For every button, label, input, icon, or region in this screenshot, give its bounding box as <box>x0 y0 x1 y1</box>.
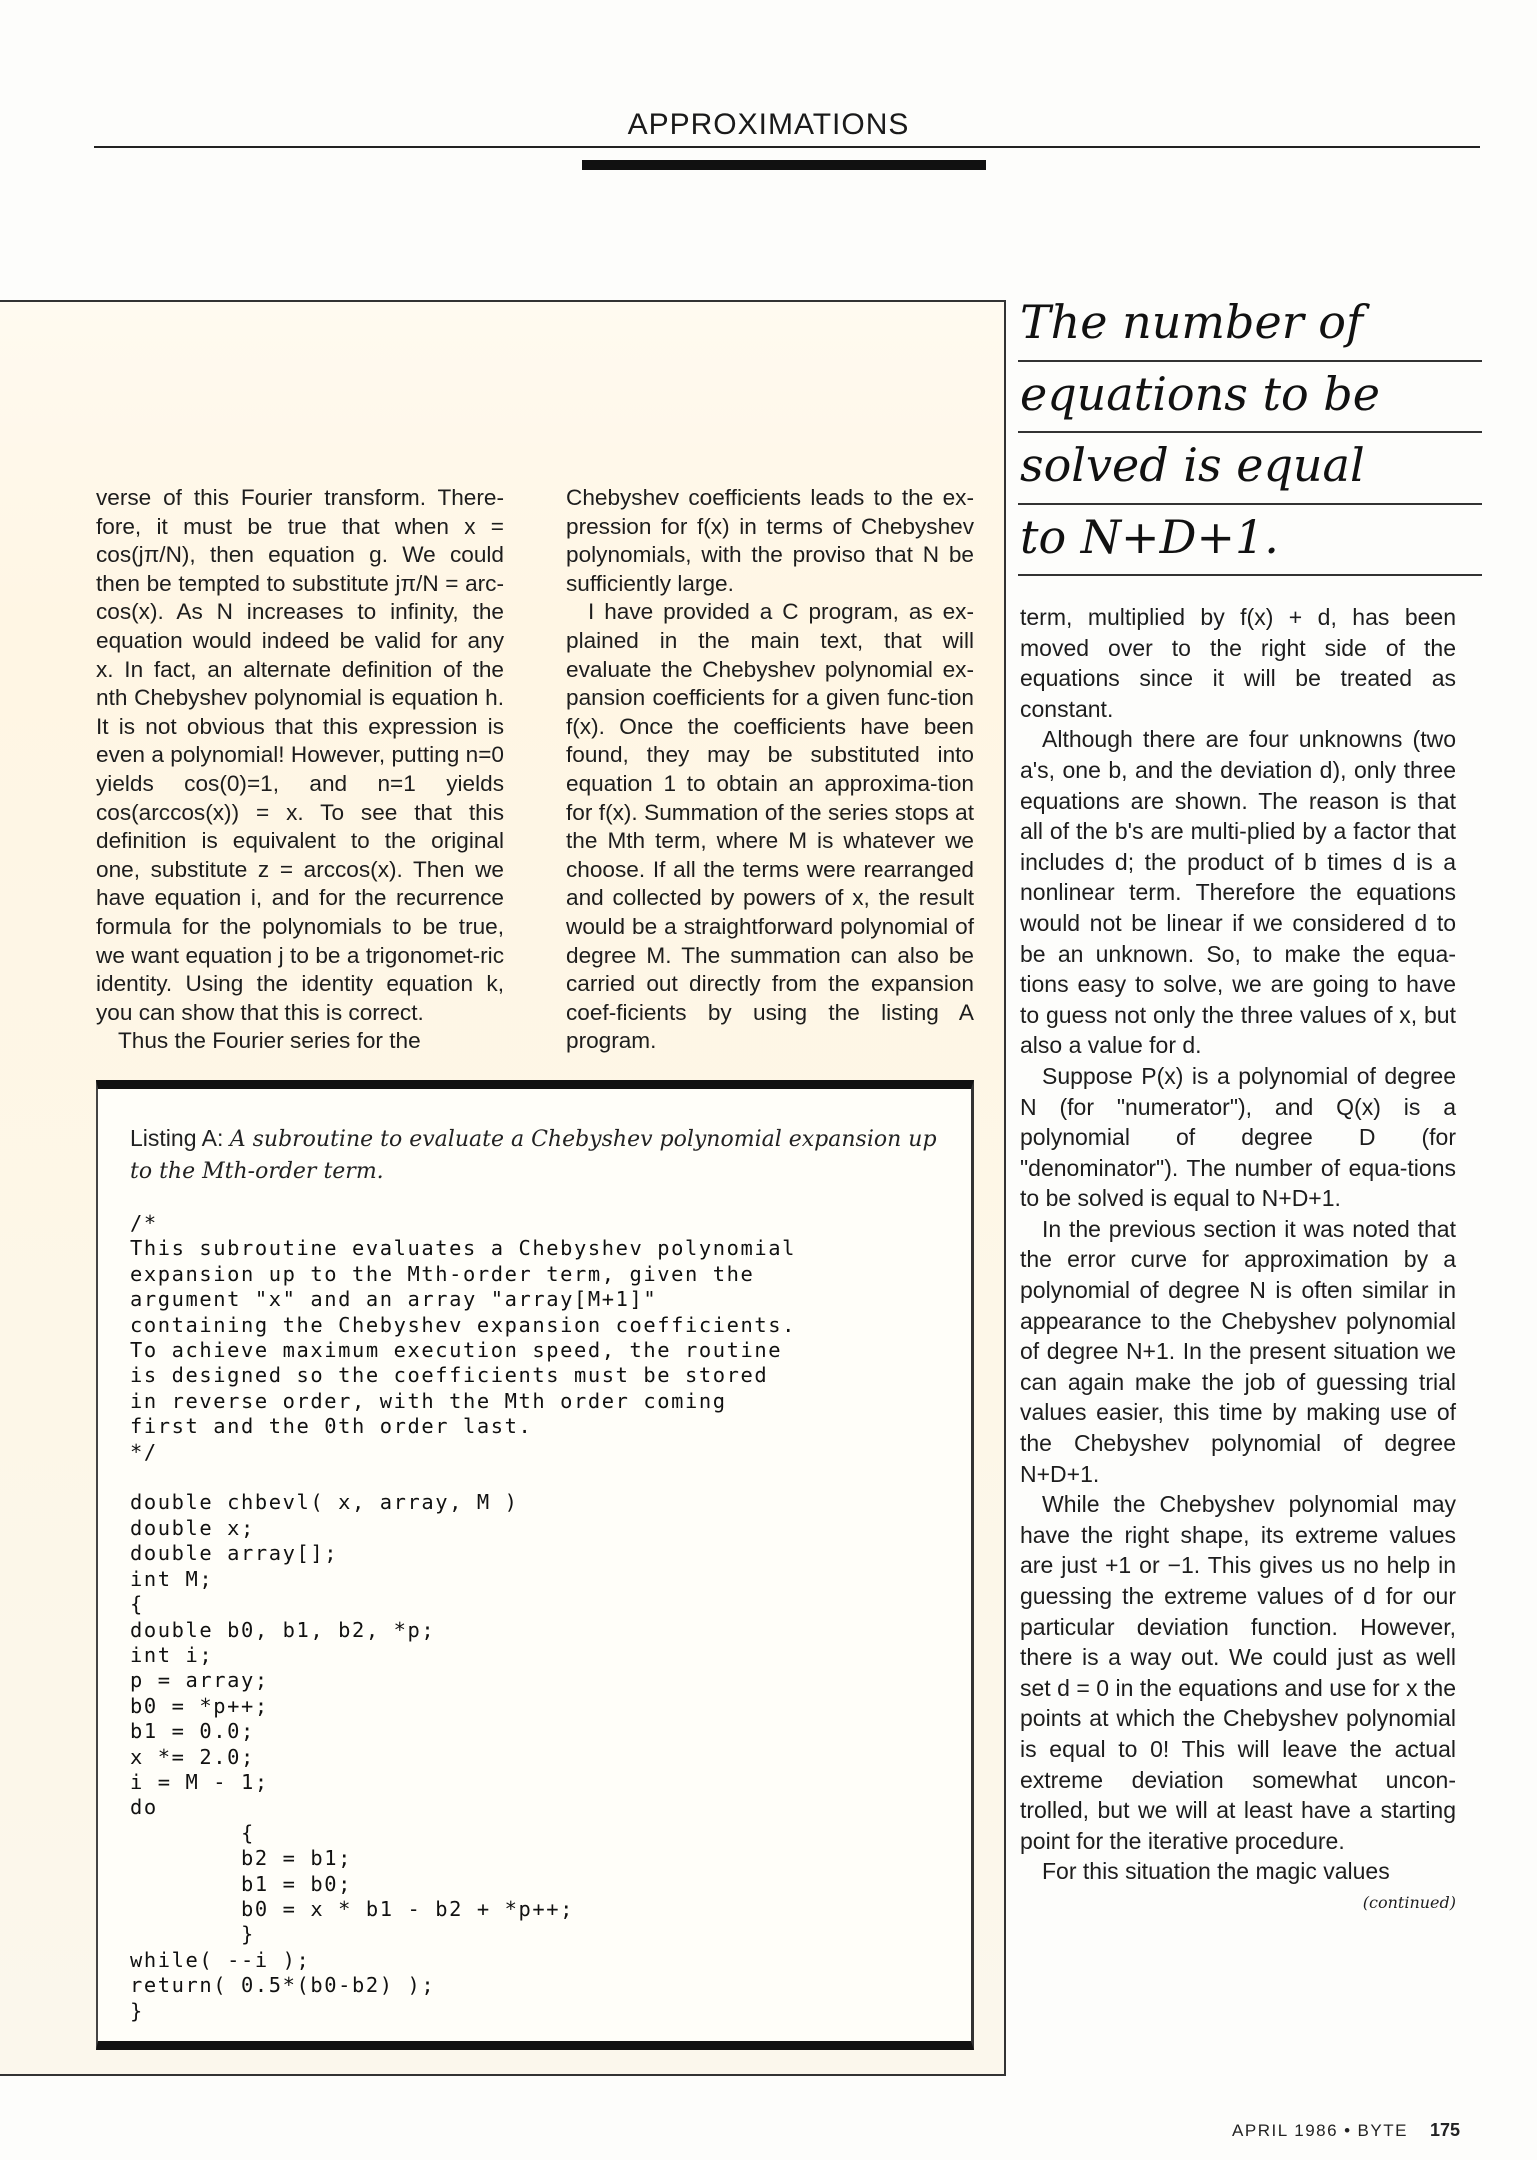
page-number: 175 <box>1429 2120 1460 2140</box>
listing-caption <box>130 1123 940 1187</box>
header-rule <box>94 146 1480 148</box>
running-head: APPROXIMATIONS <box>627 108 910 141</box>
body-paragraph: Suppose P(x) is a polynomial of degree N (for "numerator"), and Q(x) is a polynomial of degree D (for "denominator"). The number of equa-tions to be solved is equal to N+D+1. <box>1020 1062 1456 1212</box>
pull-quote-line: solved is equal <box>1018 433 1482 505</box>
body-paragraph: While the Chebyshev polynomial may have the right shape, its extreme values are just +1 or −1. This gives us no help in guessing the extreme values of d for our particular deviation function. However, there is a way out. We could just as well set d = 0 in the equations and use for x the points at which the Chebyshev polynomial is equal to 0! This will leave the actual extreme deviation somewhat uncon-trolled, but we will at least have a starting point for the iterative procedure. <box>1020 1491 1456 1854</box>
listing-a-box <box>96 1080 974 2050</box>
page-footer <box>1100 2120 1460 2141</box>
pull-quote-line: The number of <box>1018 290 1482 362</box>
pull-quote-line: equations to be <box>1018 362 1482 434</box>
body-paragraph: In the previous section it was noted that the error curve for approximation by a polynomial of degree N is often similar in appearance to the Chebyshev polynomial of degree N+1. In the present situation we can again make the job of guessing trial values easier, this time by making use of the Chebyshev polynomial of degree N+D+1. <box>1020 1215 1456 1487</box>
body-paragraph: For this situation the magic values <box>1042 1858 1390 1885</box>
header-bar <box>582 160 986 170</box>
footer-magazine: BYTE <box>1357 2121 1408 2140</box>
body-paragraph: Although there are four unknowns (two a's, one b, and the deviation d), only three equations are shown. The reason is that all of the b's are multi-plied by a factor that includes d; the product of b times d is a nonlinear term. Therefore the equations would not be linear if we considered d to be an unknown. So, to make the equa-tions easy to solve, we are going to have to guess not only the three values of x, but also a value for d. <box>1020 726 1456 1059</box>
listing-label: Listing A: <box>130 1125 224 1151</box>
code-listing: /* This subroutine evaluates a Chebyshev polynomial expansion up to the Mth-order term, given the argument "x" and an array "array[M+1]" containing the Chebyshev expansion coefficients. To achieve maximum execution speed, the routine is designed so the coefficients must be stored in reverse order, with the Mth order coming first and the 0th order last. */ double chbevl( x, array, M ) double x; double array[]; int M; { double b0, b1, b2, *p; int i; p = array; b0 = *p++; b1 = 0.0; x *= 2.0; i = M - 1; do { b2 = b1; b1 = b0; b0 = x * b1 - b2 + *p++; } while( --i ); return( 0.5*(b0-b2) ); } <box>130 1211 797 2023</box>
sidebar-paragraph: I have provided a C program, as ex-plained in the main text, that will evaluate the Chebyshev polynomial ex-pansion coefficients for a given func-tion f(x). Once the coefficients have been found, they may be substituted into equation 1 to obtain an approxima-tion for f(x). Summation of the series stops at the Mth term, where M is whatever we choose. If all the terms were rearranged and collected by powers of x, the result would be a straightforward polynomial of degree M. The summation can also be carried out directly from the expansion coef-ficients by using the listing A program. <box>566 599 974 1054</box>
sidebar-paragraph: verse of this Fourier transform. There-fore, it must be true that when x = cos(jπ/N), then equation g. We could then be tempted to substitute jπ/N = arc-cos(x). As N increases to infinity, the equation would indeed be valid for any x. In fact, an alternate definition of the nth Chebyshev polynomial is equation h. It is not obvious that this expression is even a polynomial! However, putting n=0 yields cos(0)=1, and n=1 yields cos(arccos(x)) = x. To see that this definition is equivalent to the original one, substitute z = arccos(x). Then we have equation i, and for the recurrence formula for the polynomials to be true, we want equation j to be a trigonomet-ric identity. Using the identity equation k, you can show that this is correct. <box>96 485 504 1025</box>
continued-label: (continued) <box>1362 1892 1456 1912</box>
body-paragraph: term, multiplied by f(x) + d, has been moved over to the right side of the equations since it will be treated as constant. <box>1020 604 1456 722</box>
sidebar-column-2 <box>566 484 974 1056</box>
main-text-column <box>1020 602 1456 1913</box>
pull-quote-line: to N+D+1. <box>1018 505 1482 577</box>
footer-separator: • <box>1344 2121 1352 2140</box>
sidebar-column-1 <box>96 484 504 1056</box>
pull-quote <box>1018 290 1482 576</box>
listing-caption-text: A subroutine to evaluate a Chebyshev polynomial expansion up to the Mth-order term. <box>130 1127 937 1184</box>
sidebar-paragraph: Chebyshev coefficients leads to the ex-pression for f(x) in terms of Chebyshev polynomials, with the proviso that N be sufficiently large. <box>566 485 974 596</box>
footer-issue: APRIL 1986 <box>1232 2121 1339 2140</box>
sidebar-paragraph: Thus the Fourier series for the <box>118 1028 421 1054</box>
